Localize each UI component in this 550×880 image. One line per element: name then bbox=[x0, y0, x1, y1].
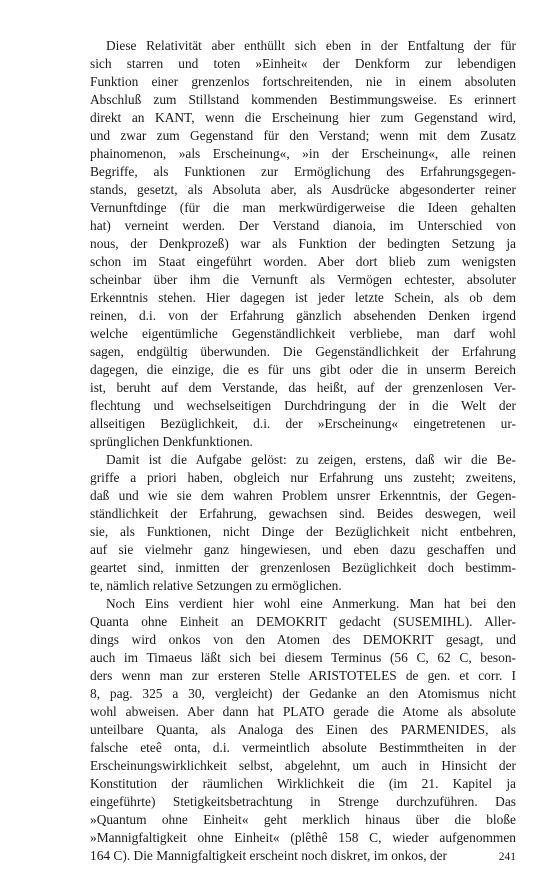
text-line: sie, als Funktionen, nicht Dinge der Bezüglichkeit nicht entbehren, bbox=[90, 524, 516, 539]
text-line: Erkenntnis stehen. Hier dagegen ist jeder letzte Schein, als ob dem bbox=[90, 290, 516, 305]
text-line: Funktion einer grenzenlos fortschreitenden, nie in einem absoluten bbox=[90, 74, 516, 89]
text-line: stands, gesetzt, als Absoluta aber, als Ausdrücke abgesonderter reiner bbox=[90, 182, 516, 197]
text-line: Konstitution der räumlichen Wirklichkeit die (im 21. Kapitel ja bbox=[90, 776, 516, 791]
text-line: ist, beruht auf dem Verstande, das heißt, auf der grenzenlosen Ver- bbox=[90, 380, 516, 395]
text-line: sagen, endgültig überwunden. Die Gegenständlichkeit der Erfahrung bbox=[90, 344, 516, 359]
text-line: sich starren und toten »Einheit« der Denkform zur lebendigen bbox=[90, 56, 516, 71]
text-line: 8, pag. 325 a 30, vergleicht) der Gedanke an den Atomismus nicht bbox=[90, 686, 516, 701]
text-line: auch im Timaeus läßt sich bei diesem Terminus (56 C, 62 C, beson- bbox=[90, 650, 516, 665]
text-line: ders wenn man zur ersteren Stelle ARISTOTELES de gen. et corr. I bbox=[90, 668, 516, 683]
text-line: »Mannigfaltigkeit ohne Einheit« (plêthê 158 C, wieder aufgenommen bbox=[90, 830, 516, 845]
page-number: 241 bbox=[498, 851, 516, 863]
text-line: Quanta ohne Einheit an DEMOKRIT gedacht (SUSEMIHL). Aller- bbox=[90, 614, 516, 629]
body-text bbox=[90, 37, 516, 865]
text-line: dagegen, die einzige, die es für uns gibt oder die in unserm Bereich bbox=[90, 362, 516, 377]
text-line: nous, der Denkprozeß) war als Funktion der bedingten Setzung ja bbox=[90, 236, 516, 251]
text-line: eingeführte) Stetigkeitsbetrachtung in Strenge durchzuführen. Das bbox=[90, 794, 516, 809]
text-line: falsche eteê onta, d.i. vermeintlich absolute Bestimmtheiten in der bbox=[90, 740, 516, 755]
text-line: allseitigen Bezüglichkeit, d.i. der »Erscheinung« eingetretenen ur- bbox=[90, 416, 516, 431]
text-line: direkt an KANT, wenn die Erscheinung hier zum Gegenstand wird, bbox=[90, 110, 516, 125]
text-line: unteilbare Quanta, als Analoga des Einen des PARMENIDES, als bbox=[90, 722, 516, 737]
text-line: te, nämlich relative Setzungen zu ermöglichen. bbox=[90, 578, 342, 593]
text-line: Erscheinungswirklichkeit selbst, abgelehnt, um auch in Hinsicht der bbox=[90, 758, 516, 773]
text-line: »Quantum ohne Einheit« geht merklich hinaus über die bloße bbox=[90, 812, 516, 827]
text-line: dings wird onkos von den Atomen des DEMOKRIT gesagt, und bbox=[90, 632, 516, 647]
text-line: hat) verneint werden. Der Verstand dianoia, im Unterschied von bbox=[90, 218, 516, 233]
text-line: ständlichkeit der Erfahrung, gewachsen sind. Beides deswegen, weil bbox=[90, 506, 516, 521]
text-line: Diese Relativität aber enthüllt sich eben in der Entfaltung der für bbox=[106, 38, 516, 53]
text-line: Begriffe, als Funktionen zur Ermöglichung des Erfahrungsgegen- bbox=[90, 164, 516, 179]
text-line: schon im Staat eingeführt worden. Aber dort blieb zum wenigsten bbox=[90, 254, 516, 269]
text-line: und zwar zum Gegenstand für den Verstand; wenn mit dem Zusatz bbox=[90, 128, 516, 143]
text-line: reinen, d.i. von der Erfahrung gänzlich absehenden Denken irgend bbox=[90, 308, 516, 323]
text-line: flechtung und wechselseitigen Durchdringung der in die Welt der bbox=[90, 398, 516, 413]
text-line: phainomenon, »als Erscheinung«, »in der Erscheinung«, alle reinen bbox=[90, 146, 516, 161]
text-line: Damit ist die Aufgabe gelöst: zu zeigen, erstens, daß wir die Be- bbox=[106, 452, 516, 467]
text-line: griffe a priori haben, obgleich nur Erfahrung uns zusteht; zweitens, bbox=[90, 470, 516, 485]
text-line: Noch Eins verdient hier wohl eine Anmerkung. Man hat bei den bbox=[106, 596, 516, 611]
text-line: geartet sind, inmitten der grenzenlosen Bezüglichkeit doch bestimm- bbox=[90, 560, 516, 575]
text-line: wohl abweisen. Aber dann hat PLATO gerade die Atome als absolute bbox=[90, 704, 516, 719]
text-line: 164 C). Die Mannigfaltigkeit erscheint noch diskret, im onkos, der bbox=[90, 848, 448, 863]
text-line: daß und wie sie dem wahren Problem unsrer Erkenntnis, der Gegen- bbox=[90, 488, 516, 503]
text-line: scheinbar über ihm die Vernunft als Vermögen echtester, absoluter bbox=[90, 272, 516, 287]
text-line: Vernunftdinge (für die man merkwürdigerweise die Ideen gehalten bbox=[90, 200, 516, 215]
text-line: auf sie vielmehr ganz hingewiesen, und eben dazu geschaffen und bbox=[90, 542, 516, 557]
text-line: welche eigentümliche Gegenständlichkeit verbliebe, man darf wohl bbox=[90, 326, 516, 341]
text-line: Abschluß zum Stillstand kommenden Bestimmungsweise. Es erinnert bbox=[90, 92, 516, 107]
text-line: sprünglichen Denkfunktionen. bbox=[90, 434, 253, 449]
